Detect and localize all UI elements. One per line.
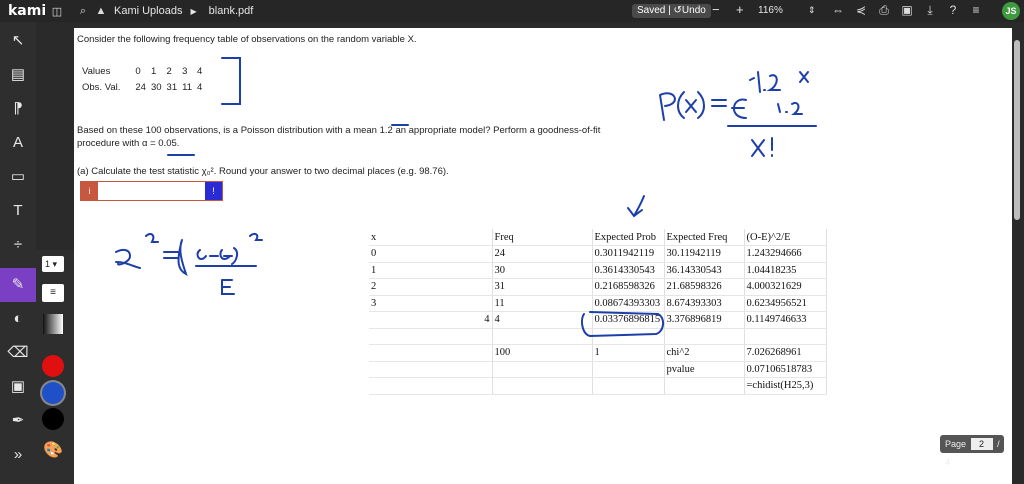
custom-color-icon[interactable]: 🎨: [43, 442, 63, 459]
search-icon[interactable]: ⌕: [79, 4, 87, 17]
sheet-cell: 4: [369, 312, 492, 329]
part-a-prompt: (a) Calculate the test statistic χ₀². Round your answer to two decimal places (e.g. 98.76).: [77, 166, 449, 177]
expand-icon[interactable]: »: [13, 446, 23, 463]
question-line-1: Based on these 100 observations, is a Poisson distribution with a mean 1.2 an appropriate model? Perform a goodness-of-fit: [77, 125, 601, 136]
sheet-cell: chi^2: [664, 345, 744, 362]
ink-chi-squared: [116, 234, 158, 268]
save-icon[interactable]: ▣: [901, 3, 913, 17]
sheet-header-cell: Expected Freq: [664, 229, 744, 246]
sheet-cell: 0.6234956521: [744, 295, 826, 312]
ink-numerator: [196, 234, 262, 266]
sheet-cell: 1: [592, 345, 664, 362]
ink-denominator: [222, 280, 234, 294]
page-label: Page: [945, 439, 967, 449]
sheet-cell: 0.1149746633: [744, 312, 826, 329]
freq-row-label: Values: [82, 66, 111, 77]
freq-cell: 31: [166, 82, 178, 93]
freq-cell: 4: [196, 82, 203, 93]
select-tool-icon[interactable]: ↖: [11, 32, 25, 49]
sheet-cell: 36.14330543: [664, 262, 744, 279]
text-tool-icon[interactable]: T: [13, 202, 23, 219]
sheet-cell: 4: [492, 312, 592, 329]
page-number-input[interactable]: 2: [971, 438, 993, 450]
menu-icon[interactable]: ≡: [972, 3, 980, 17]
sheet-cell: 0: [369, 246, 492, 263]
sheet-header-cell: Freq: [492, 229, 592, 246]
alert-icon[interactable]: !: [205, 182, 222, 200]
sheet-cell: 30: [492, 262, 592, 279]
sheet-cell: 1.243294666: [744, 246, 826, 263]
print-icon[interactable]: ⎙: [879, 3, 889, 17]
sheet-cell: pvalue: [664, 361, 744, 378]
comment-icon[interactable]: ▭: [10, 168, 26, 185]
arrows-icon[interactable]: ⇔: [832, 3, 844, 17]
freq-cell: 11: [182, 82, 192, 93]
add-image-icon[interactable]: ▣: [10, 378, 26, 395]
question-line-2: procedure with α = 0.05.: [77, 138, 180, 149]
saved-label: Saved: [637, 5, 666, 16]
freq-row-label: Obs. Val.: [82, 82, 121, 93]
chevron-right-icon: ▶: [190, 6, 197, 16]
sheet-cell: 4.000321629: [744, 279, 826, 296]
eraser-icon[interactable]: ⌫: [7, 344, 29, 361]
sheet-cell: 0.3011942119: [592, 246, 664, 263]
sheet-cell: 0.07106518783: [744, 361, 826, 378]
freq-cell: 2: [166, 66, 172, 77]
zoom-level[interactable]: 116%: [758, 5, 783, 16]
ink-lambda: [778, 103, 802, 114]
sheet-header-cell: Expected Prob: [592, 229, 664, 246]
sheet-cell: 7.026268961: [744, 345, 826, 362]
ink-arrow: [628, 196, 644, 216]
sheet-cell: 0.3614330543: [592, 262, 664, 279]
freq-cell: 24: [135, 82, 146, 93]
ink-p-of-x: [660, 92, 726, 120]
freq-cell: 0: [135, 66, 141, 77]
sheet-cell: 8.674393303: [664, 295, 744, 312]
sheet-cell: 21.68598326: [664, 279, 744, 296]
pen-size-select[interactable]: 1 ▾: [42, 256, 64, 272]
zoom-dropdown-icon[interactable]: ⇕: [808, 5, 816, 15]
ink-sum: [164, 240, 186, 274]
info-icon[interactable]: i: [81, 182, 98, 200]
equation-icon[interactable]: ÷: [13, 236, 23, 253]
text-markup-icon[interactable]: A: [12, 134, 23, 151]
dictionary-icon[interactable]: ▤: [10, 66, 26, 83]
undo-label[interactable]: Undo: [681, 5, 706, 16]
freq-cell: 3: [182, 66, 188, 77]
sidebar-toggle-icon[interactable]: ◫: [51, 5, 63, 18]
shapes-icon[interactable]: ◐: [13, 310, 23, 327]
sheet-cell: 30.11942119: [664, 246, 744, 263]
sheet-cell: 1.04418235: [744, 262, 826, 279]
sheet-cell: 1: [369, 262, 492, 279]
ink-bracket: [222, 58, 240, 104]
avatar[interactable]: JS: [1002, 2, 1020, 20]
sheet-cell: 0.08674393303: [592, 295, 664, 312]
sheet-cell: =chidist(H25,3): [744, 378, 826, 395]
zoom-in-button[interactable]: +: [736, 2, 744, 17]
breadcrumb-file[interactable]: blank.pdf: [208, 5, 254, 17]
saved-undo-badge[interactable]: Saved | ↺Undo: [632, 4, 711, 18]
sheet-cell: 2: [369, 279, 492, 296]
page-indicator[interactable]: [940, 435, 1004, 467]
sheet-cell: 11: [492, 295, 592, 312]
sheet-cell: 0.2168598326: [592, 279, 664, 296]
freq-cell: 1: [150, 66, 157, 77]
kami-logo: kami: [8, 3, 47, 19]
help-icon[interactable]: ?: [949, 3, 957, 17]
freq-cell: 4: [196, 66, 203, 77]
drawing-tool-icon[interactable]: ✎: [0, 268, 36, 302]
breadcrumb-folder[interactable]: Kami Uploads: [114, 5, 183, 17]
sheet-cell: 3: [369, 295, 492, 312]
sheet-cell: 3.376896819: [664, 312, 744, 329]
highlighter-icon[interactable]: ⁋: [13, 100, 23, 117]
drive-icon: ▲: [95, 5, 107, 17]
sheet-cell: 24: [492, 246, 592, 263]
sheet-cell: 100: [492, 345, 592, 362]
freq-cell: 30: [150, 82, 162, 93]
ink-circle-prob: [582, 312, 663, 336]
download-icon[interactable]: ⤓: [927, 3, 933, 17]
sheet-cell: 31: [492, 279, 592, 296]
undo-icon: ↺: [673, 5, 682, 16]
zoom-out-button[interactable]: −: [712, 2, 720, 17]
sheet-cell: 0.03376896815: [592, 312, 664, 329]
share-icon[interactable]: ⋞: [855, 3, 867, 17]
question-intro: Consider the following frequency table of observations on the random variable X.: [77, 34, 417, 45]
sheet-header-cell: x: [369, 229, 492, 246]
page-total: / 4: [945, 439, 1000, 467]
ink-x-factorial: [752, 138, 772, 156]
line-style-icon[interactable]: ≡: [42, 284, 64, 302]
sheet-header-cell: (O-E)^2/E: [744, 229, 826, 246]
signature-icon[interactable]: ✒: [11, 412, 25, 429]
pen-size-value: 1: [45, 259, 51, 269]
